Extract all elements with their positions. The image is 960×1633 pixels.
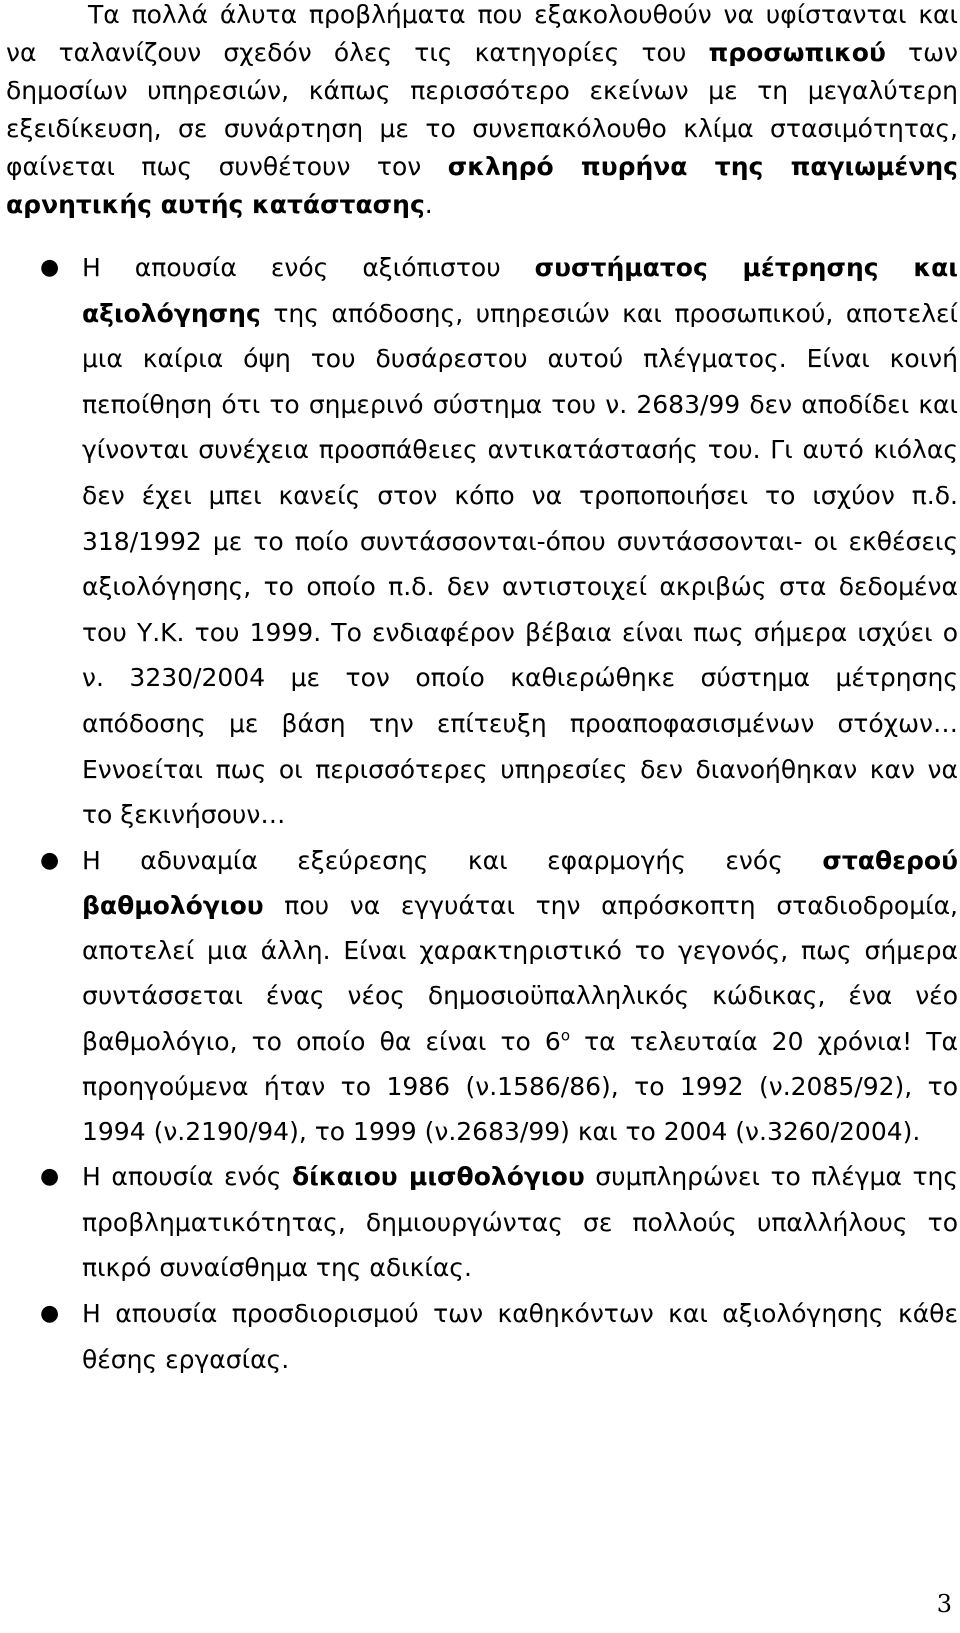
intro-bold-1: προσωπικού [708,38,886,67]
list-item [0,1291,958,1383]
item-text: Η απουσία ενός [82,1162,292,1192]
superscript: ο [560,1026,571,1045]
bullet-list [0,245,958,1383]
list-item [0,838,958,1154]
intro-text-3: . [424,190,433,219]
intro-text-2: των δημοσίων υπηρεσιών, κάπως περισσότερο εκείνων με τη μεγαλύτερη εξειδίκευση, σε συνάρτηση με το συνεπακόλουθο κλίμα στασιμότητας, φαίνεται πως συνθέτουν τον [6,38,958,181]
bullet-icon: ● [40,1300,60,1326]
item-text: τα τελευταία 20 χρόνια! Τα προηγούμενα ήταν το 1986 (ν.1586/86), το 1992 (ν.2085/92), το 1994 (ν.2190/94), το 1999 (ν.2683/99) και το 2004 (ν.3260/2004). [82,1026,958,1146]
item-text: συμπληρώνει το πλέγμα της προβληματικότητας, δημιουργώντας σε πολλούς υπαλλήλους το πικρό συναίσθημα της αδικίας. [82,1162,959,1283]
item-text: που να εγγυάται την απρόσκοπτη σταδιοδρομία, αποτελεί μια άλλη. Είναι χαρακτηριστικό το γεγονός, πως σήμερα συντάσσεται ένας νέος δημοσιοϋπαλληλικός κώδικας, ένα νέο βαθμολόγιο, το οποίο θα είναι το 6 [82,890,958,1056]
item-text: της απόδοσης, υπηρεσιών και προσωπικού, αποτελεί μια καίρια όψη του δυσάρεστου αυτού πλέγματος. Είναι κοινή πεποίθηση ότι το σημερινό σύστημα του ν. 2683/99 δεν αποδίδει και γίνονται συνέχεια προσπάθειες αντικατάστασής του. Γι αυτό κιόλας δεν έχει μπει κανείς στον κόπο να τροποποιήσει το ισχύον π.δ. 318/1992 με το ποίο συντάσσονται-όπου συντάσσονται- οι εκθέσεις αξιολόγησης, το οποίο π.δ. δεν αντιστοιχεί ακριβώς στα δεδομένα του Υ.Κ. του 1999. Το ενδιαφέρον βέβαια είναι πως σήμερα ισχύει ο ν. 3230/2004 με τον οποίο καθιερώθηκε σύστημα μέτρησης απόδοσης με βάση την επίτευξη προαποφασισμένων στόχων…Εννοείται πως οι περισσότερες υπηρεσίες δεν διανοήθηκαν καν να το ξεκινήσουν… [82,298,958,830]
item-bold: σταθερού βαθμολόγιου [82,845,958,920]
bullet-icon: ● [40,1164,60,1190]
bullet-icon: ● [40,847,60,873]
item-bold: δίκαιου μισθολόγιου [291,1162,585,1192]
list-item [0,245,958,838]
item-text: Η απουσία προσδιορισμού των καθηκόντων και αξιολόγησης κάθε θέσης εργασίας. [82,1298,958,1374]
list-item [0,1154,958,1291]
item-text: Η απουσία ενός αξιόπιστου [82,253,535,282]
intro-paragraph [6,0,958,224]
bullet-icon: ● [40,255,60,280]
intro-bold-2: σκληρό πυρήνα της παγιωμένης αρνητικής αυτής κατάστασης [6,152,958,219]
intro-text [6,0,958,224]
intro-text-1: Τα πολλά άλυτα προβλήματα που εξακολουθούν να υφίστανται και να ταλανίζουν σχεδόν όλες τις κατηγορίες του [6,0,958,67]
item-bold: συστήματος μέτρησης και αξιολόγησης [82,253,959,328]
page-number: 3 [936,1590,952,1618]
item-text: Η αδυναμία εξεύρεσης και εφαρμογής ενός [82,845,823,875]
